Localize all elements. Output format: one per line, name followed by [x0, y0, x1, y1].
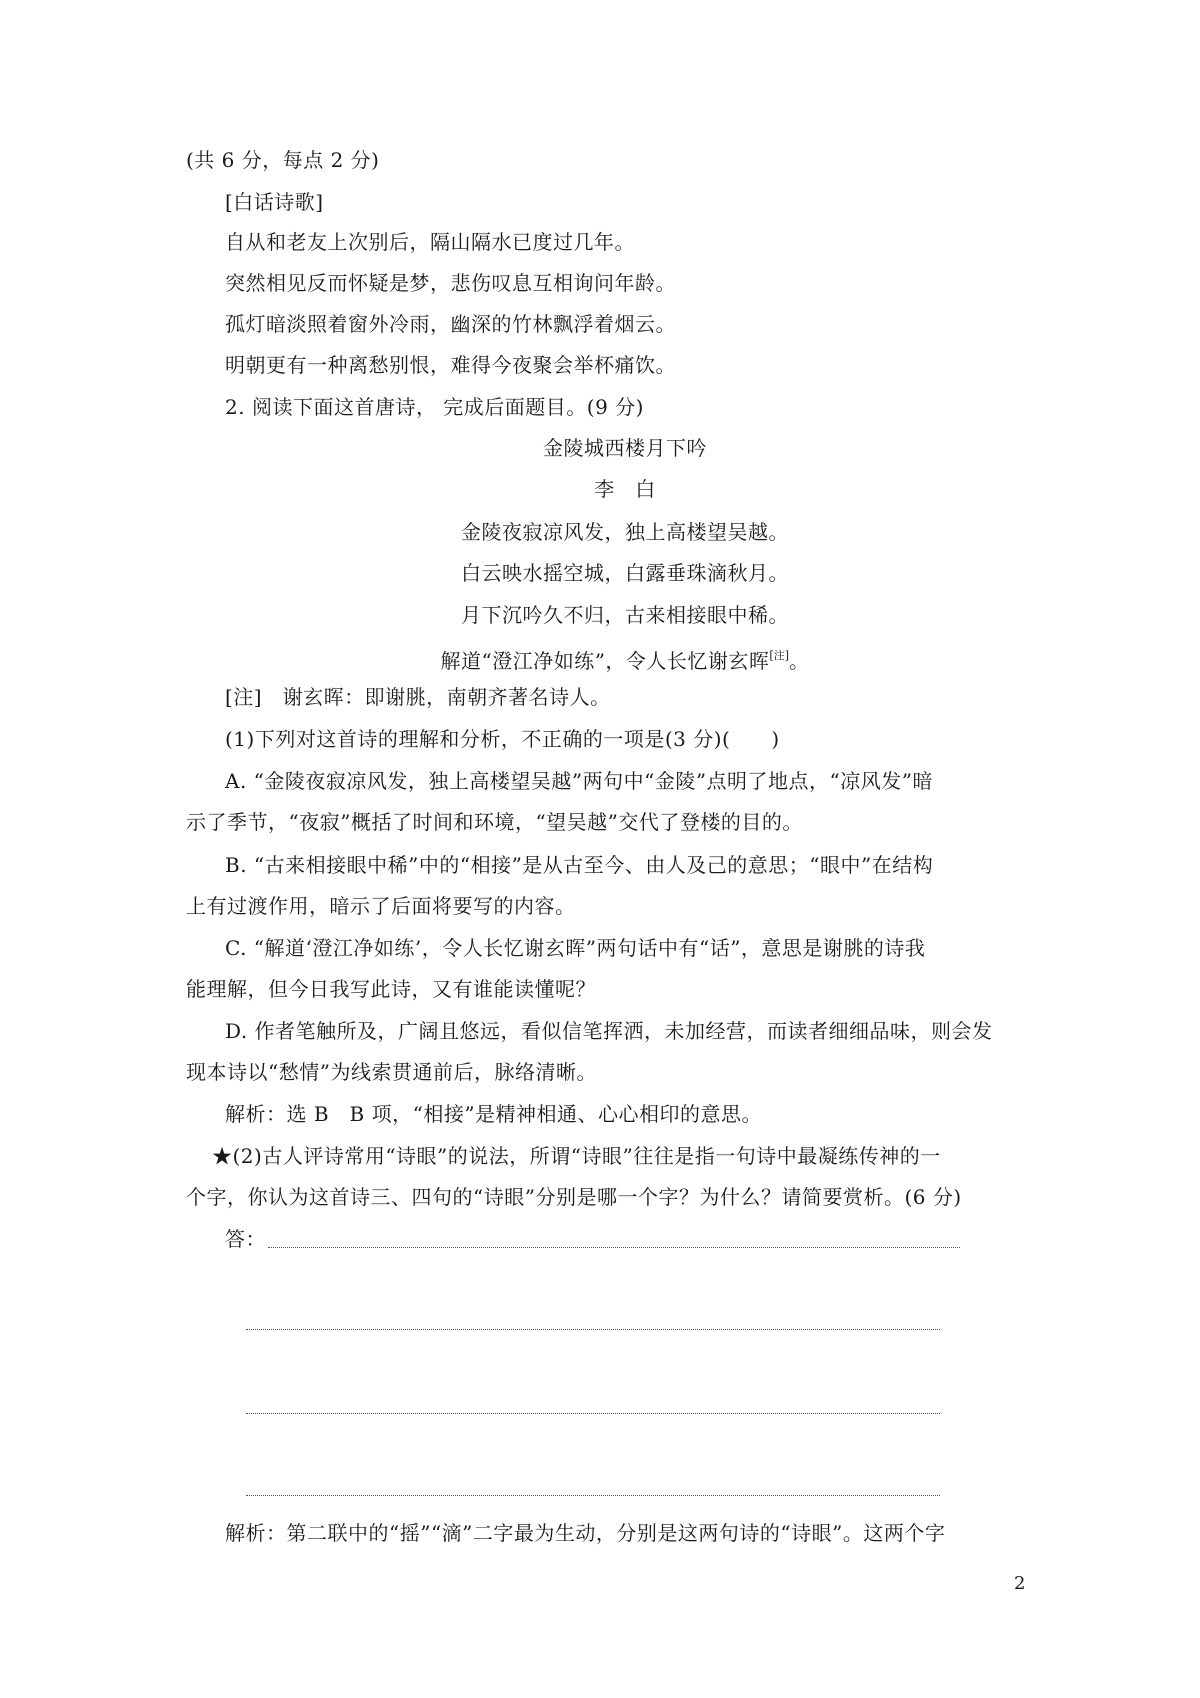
- vernacular-line: 孤灯暗淡照着窗外冷雨，幽深的竹林飘浮着烟云。: [225, 312, 676, 336]
- poem-note: [注] 谢玄晖：即谢朓，南朝齐著名诗人。: [225, 685, 611, 709]
- poem-line: 金陵夜寂凉风发，独上高楼望吴越。: [461, 520, 789, 544]
- answer-line[interactable]: [246, 1329, 940, 1330]
- question2-prompt: 2. 阅读下面这首唐诗， 完成后面题目。(9 分): [225, 395, 644, 419]
- score-note: (共 6 分，每点 2 分): [186, 148, 380, 172]
- option-b-line2: 上有过渡作用，暗示了后面将要写的内容。: [186, 894, 576, 918]
- page-number: 2: [1014, 1573, 1026, 1594]
- vernacular-heading: [白话诗歌]: [225, 190, 324, 214]
- poem-last-line-text: 解道“澄江净如练”，令人长忆谢玄晖: [440, 649, 770, 673]
- vernacular-line: 突然相见反而怀疑是梦，悲伤叹息互相询问年龄。: [225, 271, 676, 295]
- answer-line[interactable]: [246, 1495, 940, 1496]
- option-a-line2: 示了季节，“夜寂”概括了时间和环境，“望吴越”交代了登楼的目的。: [186, 810, 803, 834]
- poem-line: 月下沉吟久不归，古来相接眼中稀。: [461, 603, 789, 627]
- sub1-answer: 解析：选 B B 项，“相接”是精神相通、心心相印的意思。: [225, 1102, 763, 1126]
- answer-line[interactable]: [268, 1247, 960, 1248]
- vernacular-line: 明朝更有一种离愁别恨，难得今夜聚会举杯痛饮。: [225, 353, 676, 377]
- option-a-line1: A. “金陵夜寂凉风发，独上高楼望吴越”两句中“金陵”点明了地点，“凉风发”暗: [225, 769, 934, 793]
- sub2-analysis: 解析：第二联中的“摇”“滴”二字最为生动，分别是这两句诗的“诗眼”。这两个字: [225, 1521, 946, 1545]
- poem-author: 李 白: [594, 477, 656, 501]
- sub2-line1: ★(2)古人评诗常用“诗眼”的说法，所谓“诗眼”往往是指一句诗中最凝练传神的一: [212, 1144, 941, 1168]
- option-b-line1: B. “古来相接眼中稀”中的“相接”是从古至今、由人及己的意思；“眼中”在结构: [225, 853, 934, 877]
- option-d-line1: D. 作者笔触所及，广阔且悠远，看似信笔挥洒，未加经营，而读者细细品味，则会发: [225, 1019, 993, 1043]
- poem-last-line: [0, 642, 1200, 675]
- sub1-stem: (1)下列对这首诗的理解和分析，不正确的一项是(3 分)( ): [225, 727, 780, 751]
- poem-last-line-end: 。: [789, 649, 810, 673]
- poem-line: 白云映水摇空城，白露垂珠滴秋月。: [461, 561, 789, 585]
- option-d-line2: 现本诗以“愁情”为线索贯通前后，脉络清晰。: [186, 1060, 597, 1084]
- vernacular-line: 自从和老友上次别后，隔山隔水已度过几年。: [225, 230, 635, 254]
- option-c-line1: C. “解道‘澄江净如练’，令人长忆谢玄晖”两句话中有“话”，意思是谢朓的诗我: [225, 936, 926, 960]
- poem-title: 金陵城西楼月下吟: [543, 436, 707, 460]
- answer-line[interactable]: [246, 1413, 940, 1414]
- option-c-line2: 能理解，但今日我写此诗，又有谁能读懂呢？: [186, 977, 596, 1001]
- footnote-marker: [注]: [769, 649, 790, 662]
- sub2-line2: 个字，你认为这首诗三、四句的“诗眼”分别是哪一个字？为什么？请简要赏析。(6 分): [186, 1185, 962, 1209]
- answer-label: 答：: [225, 1227, 266, 1251]
